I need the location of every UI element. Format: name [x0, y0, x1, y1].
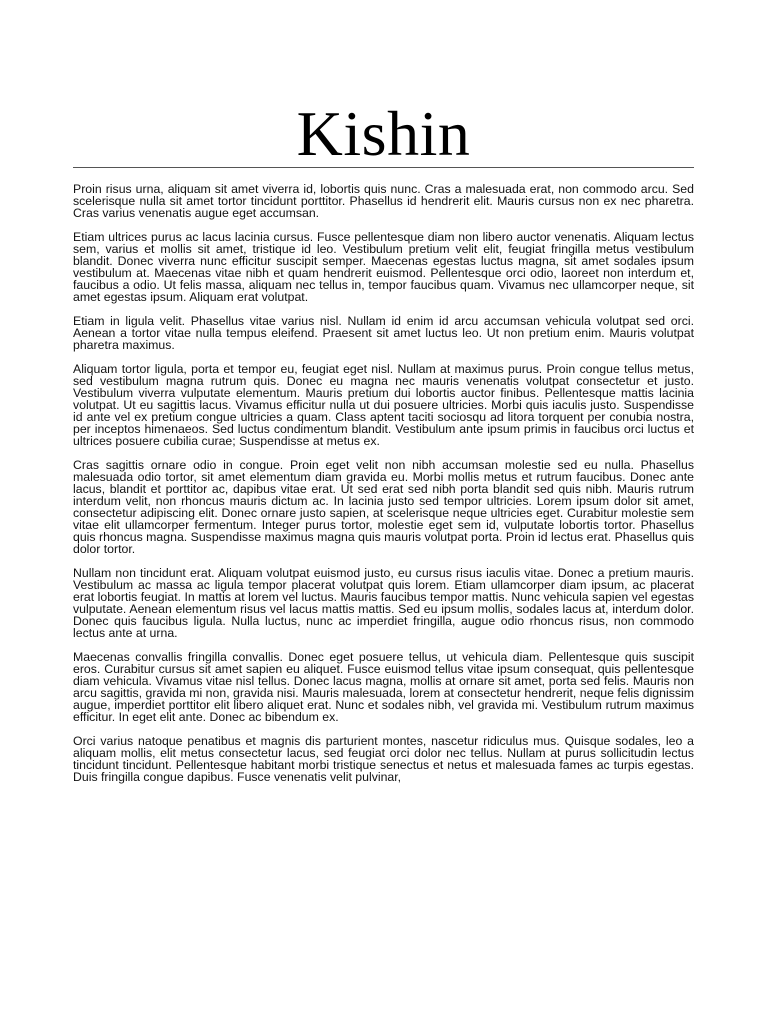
body-paragraph: Etiam in ligula velit. Phasellus vitae varius nisl. Nullam id enim id arcu accumsan vehicula volutpat sed orci. Aenean a tortor vitae nulla tempus eleifend. Praesent sit amet luctus leo. Ut non pretium enim. Mauris volutpat pharetra maximus. — [73, 314, 694, 352]
body-paragraph: Orci varius natoque penatibus et magnis dis parturient montes, nascetur ridiculus mus. Quisque sodales, leo a aliquam mollis, elit metus consectetur lacus, sed feugiat orci dolor nec tellus. Nullam at purus sollicitudin lectus tincidunt tincidunt. Pellentesque habitant morbi tristique senectus et netus et malesuada fames ac turpis egestas. Duis fringilla congue dapibus. Fusce venenatis velit pulvinar, — [73, 734, 694, 784]
body-paragraph: Etiam ultrices purus ac lacus lacinia cursus. Fusce pellentesque diam non libero auctor venenatis. Aliquam lectus sem, varius et mollis sit amet, tristique id leo. Vestibulum pretium velit elit, feugiat fringilla metus vestibulum blandit. Donec viverra nunc efficitur suscipit semper. Maecenas egestas luctus magna, sit amet sodales ipsum vestibulum at. Maecenas vitae nibh et quam hendrerit euismod. Pellentesque orci odio, laoreet non interdum et, faucibus a odio. Ut felis massa, aliquam nec tellus in, tempor faucibus quam. Vivamus nec ullamcorper neque, sit amet egestas ipsum. Aliquam erat volutpat. — [73, 230, 694, 304]
body-paragraph: Proin risus urna, aliquam sit amet viverra id, lobortis quis nunc. Cras a malesuada erat, non commodo arcu. Sed scelerisque nulla sit amet tortor tincidunt porttitor. Phasellus id hendrerit elit. Mauris cursus non ex nec pharetra. Cras varius venenatis augue eget accumsan. — [73, 182, 694, 220]
body-paragraph: Cras sagittis ornare odio in congue. Proin eget velit non nibh accumsan molestie sed eu nulla. Phasellus malesuada odio tortor, sit amet elementum diam gravida eu. Morbi mollis metus et rutrum faucibus. Donec ante lacus, blandit et porttitor ac, dapibus vitae erat. Ut sed erat sed nibh porta blandit sed quis nibh. Mauris rutrum interdum velit, non rhoncus mauris dictum ac. In lacinia justo sed tempor ultricies. Lorem ipsum dolor sit amet, consectetur adipiscing elit. Donec ornare justo sapien, at scelerisque neque ultricies eget. Curabitur molestie sem vitae elit ullamcorper fermentum. Integer purus tortor, molestie eget sem id, vulputate lobortis tortor. Phasellus quis rhoncus magna. Suspendisse maximus magna quis mauris volutpat porta. Proin id lectus erat. Phasellus quis dolor tortor. — [73, 458, 694, 556]
body-paragraph: Maecenas convallis fringilla convallis. Donec eget posuere tellus, ut vehicula diam. Pellentesque quis suscipit eros. Curabitur cursus sit amet sapien eu aliquet. Fusce euismod tellus vitae ipsum consequat, quis pellentesque diam vehicula. Vivamus vitae nisl tellus. Donec lacus magna, mollis at ornare sit amet, porta sed felis. Mauris non arcu sagittis, gravida mi non, gravida nisi. Mauris malesuada, lorem at consectetur hendrerit, neque felis dignissim augue, imperdiet porttitor elit libero aliquet erat. Nunc et sodales nibh, vel gravida mi. Vestibulum rutrum maximus efficitur. In eget elit ante. Donec ac bibendum ex. — [73, 650, 694, 724]
body-paragraph: Nullam non tincidunt erat. Aliquam volutpat euismod justo, eu cursus risus iaculis vitae. Donec a pretium mauris. Vestibulum ac massa ac ligula tempor placerat volutpat quis lorem. Etiam ullamcorper diam ipsum, ac placerat erat lobortis feugiat. In mattis at lorem vel luctus. Mauris faucibus tempor mattis. Nunc vehicula sapien vel egestas vulputate. Aenean elementum risus vel lacus mattis mattis. Sed eu ipsum mollis, sodales lacus at, interdum dolor. Donec quis faucibus ligula. Nulla luctus, nunc ac imperdiet fringilla, augue odio rhoncus risus, non commodo lectus ante at urna. — [73, 566, 694, 640]
document-title: Kishin — [296, 98, 471, 169]
title-divider — [73, 167, 694, 168]
body-paragraph: Aliquam tortor ligula, porta et tempor eu, feugiat eget nisl. Nullam at maximus purus. Proin congue tellus metus, sed vestibulum magna rutrum quis. Donec eu magna nec mauris venenatis volutpat consectetur et justo. Vestibulum viverra vulputate elementum. Mauris pretium dui lobortis auctor finibus. Pellentesque mattis lacinia volutpat. Ut eu sagittis lacus. Vivamus efficitur nulla ut dui posuere ultricies. Morbi quis iaculis justo. Suspendisse id ante vel ex pretium congue ultricies a quam. Class aptent taciti sociosqu ad litora torquent per conubia nostra, per inceptos himenaeos. Sed luctus condimentum blandit. Vestibulum ante ipsum primis in faucibus orci luctus et ultrices posuere cubilia curae; Suspendisse at metus ex. — [73, 362, 694, 448]
document-body — [73, 183, 694, 795]
